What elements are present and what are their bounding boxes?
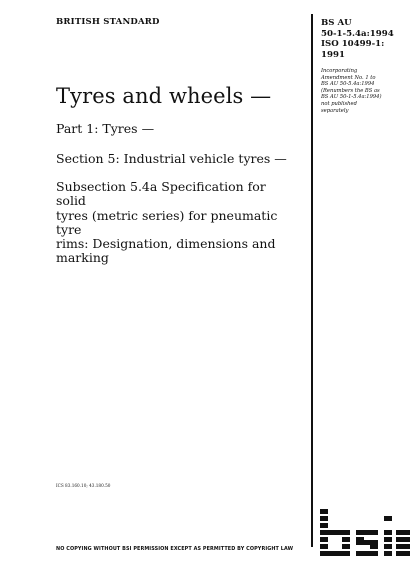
amendment-line: not published: [321, 100, 357, 107]
amendment-note: [321, 68, 405, 114]
standard-number-line: 1991: [321, 49, 345, 60]
section-heading: Section 5: Industrial vehicle tyres —: [56, 151, 287, 166]
subsection-line: rims: Designation, dimensions and: [56, 236, 276, 252]
subsection-line: Subsection 5.4a Specification for solid: [56, 179, 266, 209]
amendment-line: BS AU 50-1-5.4a:1994): [321, 94, 382, 101]
copyright-notice: NO COPYING WITHOUT BSI PERMISSION EXCEPT AS PERMITTED BY COPYRIGHT LAW: [56, 546, 294, 552]
amendment-line: separately: [321, 107, 349, 114]
standard-number: [321, 18, 394, 60]
amendment-line: Amendment No. 1 to: [321, 74, 376, 81]
ics-reference: ICS 83.160.10; 43.180.50: [56, 483, 111, 488]
bsi-logo: [320, 507, 410, 559]
part-heading: Part 1: Tyres —: [56, 121, 155, 136]
standard-number-line: BS AU: [321, 18, 352, 28]
document-title: Tyres and wheels —: [56, 84, 272, 108]
amendment-line: (Renumbers the BS as: [321, 87, 380, 94]
publisher-label: BRITISH STANDARD: [56, 17, 160, 27]
subsection-line: marking: [56, 250, 109, 266]
amendment-line: BS AU 50-5.4a:1994: [321, 81, 375, 88]
amendment-line: Incorporating: [321, 68, 358, 74]
standard-number-line: 50-1-5.4a:1994: [321, 28, 394, 39]
subsection-heading: [56, 180, 298, 266]
column-divider: [311, 14, 313, 547]
standard-number-line: ISO 10499-1:: [321, 39, 385, 49]
subsection-line: tyres (metric series) for pneumatic tyre: [56, 207, 278, 237]
